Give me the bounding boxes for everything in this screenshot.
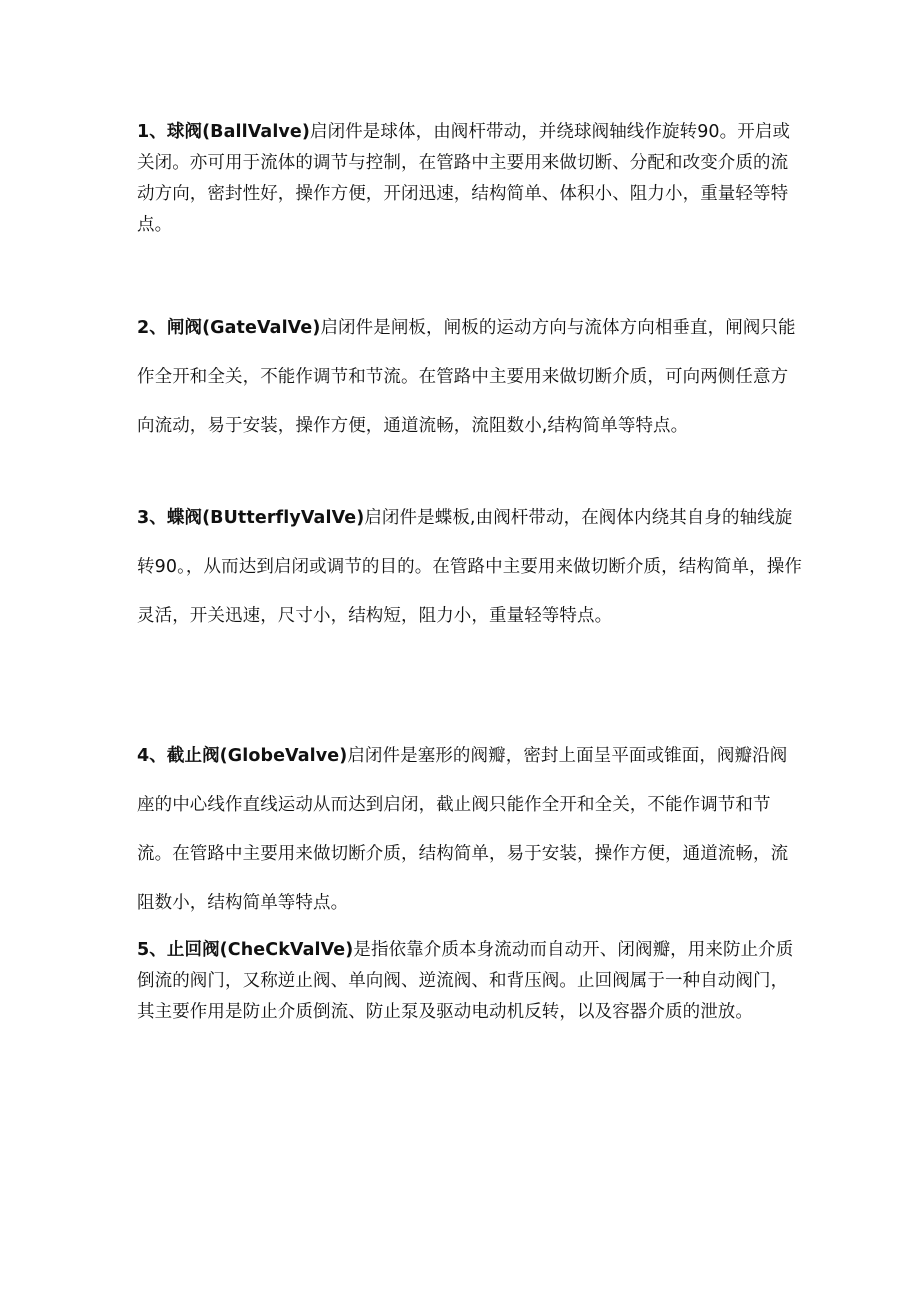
paragraph-heading: 4、截止阀(GlobeValve): [137, 746, 348, 766]
paragraph-ball-valve: [137, 117, 803, 241]
paragraph-heading: 1、球阀(BallValve): [137, 122, 310, 142]
paragraph-body: 是指依靠介质本身流动而自动开、闭阀瓣，用来防止介质倒流的阀门，又称逆止阀、单向阀、逆流阀、和背压阀。止回阀属于一种自动阀门，其主要作用是防止介质倒流、防止泵及驱动电动机反转，以及容器介质的泄放。: [137, 940, 794, 1022]
paragraph-heading: 5、止回阀(CheCkValVe): [137, 940, 354, 960]
paragraph-heading: 2、闸阀(GateValVe): [137, 318, 321, 338]
paragraph-body: 启闭件是蝶板,由阀杆带动，在阀体内绕其自身的轴线旋转90。，从而达到启闭或调节的目的。在管路中主要用来做切断介质，结构简单，操作灵活，开关迅速，尺寸小，结构短，阻力小，重量轻等特点。: [137, 508, 802, 626]
paragraph-heading: 3、蝶阀(BUtterflyValVe): [137, 508, 365, 528]
paragraph-body: 启闭件是球体，由阀杆带动，并绕球阀轴线作旋转90。开启或关闭。亦可用于流体的调节与控制，在管路中主要用来做切断、分配和改变介质的流动方向，密封性好，操作方便，开闭迅速，结构简单、体积小、阻力小，重量轻等特点。: [137, 122, 791, 235]
paragraph-globe-valve: [137, 732, 803, 928]
paragraph-butterfly-valve: [137, 494, 803, 641]
paragraph-body: 启闭件是闸板，闸板的运动方向与流体方向相垂直，闸阀只能作全开和全关，不能作调节和节流。在管路中主要用来做切断介质，可向两侧任意方向流动，易于安装，操作方便，通道流畅，流阻数小,结构简单等特点。: [137, 318, 796, 436]
paragraph-body: 启闭件是塞形的阀瓣，密封上面呈平面或锥面，阀瓣沿阀座的中心线作直线运动从而达到启闭，截止阀只能作全开和全关，不能作调节和节流。在管路中主要用来做切断介质，结构简单，易于安装，操作方便，通道流畅，流阻数小，结构简单等特点。: [137, 746, 789, 913]
paragraph-gate-valve: [137, 304, 803, 451]
paragraph-check-valve: [137, 935, 803, 1028]
